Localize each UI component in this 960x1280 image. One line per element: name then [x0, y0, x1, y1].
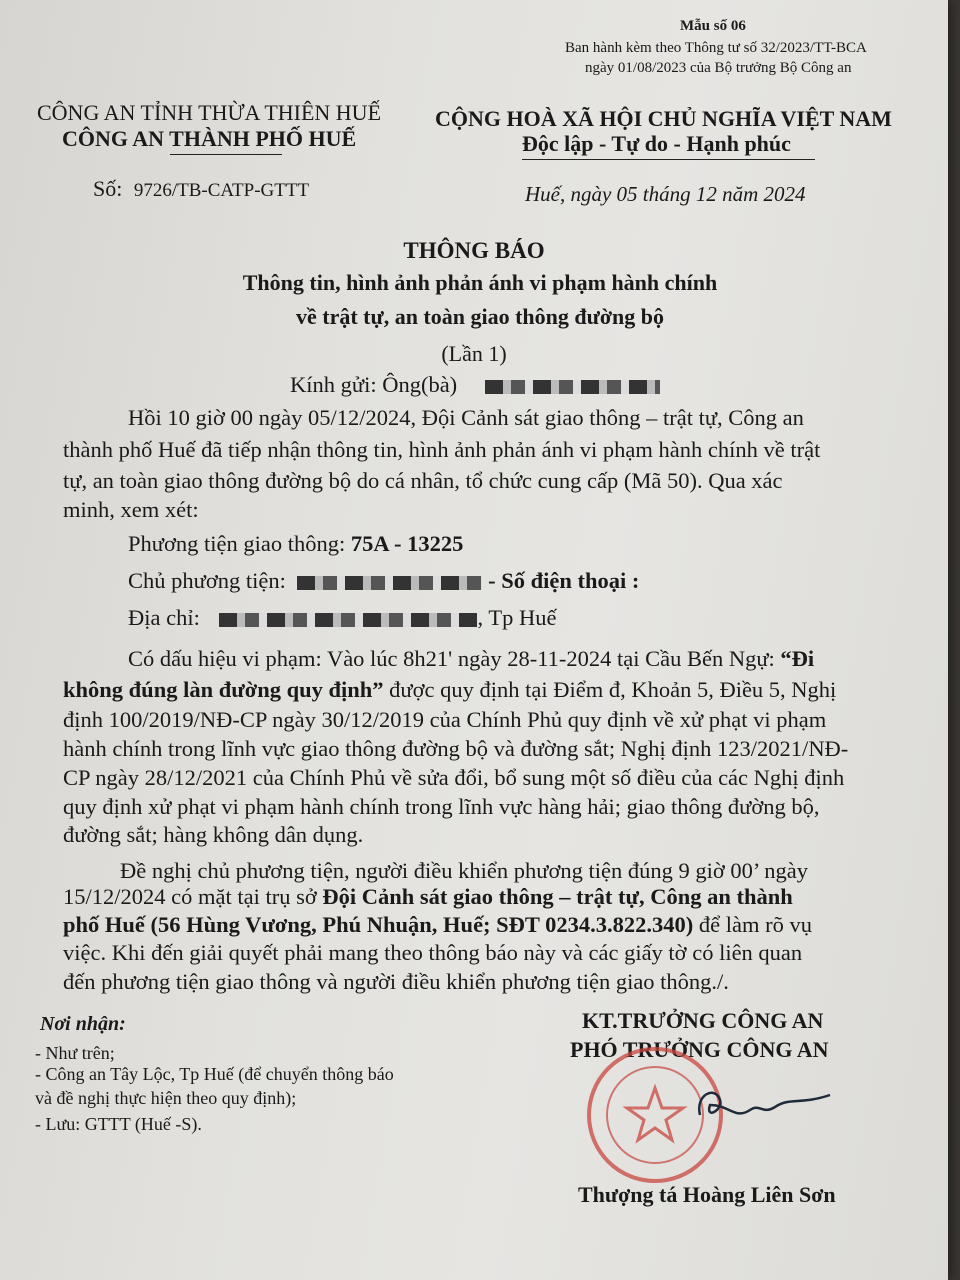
request-line-1: Đề nghị chủ phương tiện, người điều khiển phương tiện đúng 9 giờ 00’ ngày	[120, 858, 809, 883]
vehicle-plate: 75A - 13225	[350, 531, 464, 556]
request-line-3	[63, 912, 812, 938]
violation-text-2b: được quy định tại Điểm đ, Khoản 5, Điều 5, Nghị	[383, 677, 837, 702]
doc-subtitle-2: về trật tự, an toàn giao thông đường bộ	[295, 304, 664, 329]
owner-line	[128, 568, 639, 594]
request-text-2a: 15/12/2024 có mặt tại trụ sở	[63, 884, 323, 909]
issue-date: Huế, ngày 05 tháng 12 năm 2024	[525, 182, 806, 206]
vehicle-line	[128, 531, 463, 557]
motto-underline	[522, 159, 815, 160]
request-text-3b: để làm rõ vụ	[693, 912, 812, 937]
violation-line-2	[63, 677, 836, 703]
request-text-2b: Đội Cảnh sát giao thông – trật tự, Công an thành	[322, 884, 793, 909]
doc-title: THÔNG BÁO	[403, 238, 545, 263]
country-name: CỘNG HOÀ XÃ HỘI CHỦ NGHĨA VIỆT NAM	[435, 106, 892, 131]
signer-name: Thượng tá Hoàng Liên Sơn	[578, 1182, 836, 1207]
motto: Độc lập - Tự do - Hạnh phúc	[522, 131, 791, 156]
request-line-5: đến phương tiện giao thông và người điều khiển phương tiện giao thông./.	[63, 969, 729, 994]
violation-text-2a: không đúng làn đường quy định”	[63, 677, 384, 702]
violation-line-5: CP ngày 28/12/2021 của Chính Phủ về sửa đổi, bổ sung một số điều của các Nghị định	[63, 765, 845, 790]
recipient-1: - Như trên;	[35, 1043, 115, 1063]
doc-number-value: 9726/TB-CATP-GTTT	[133, 180, 310, 201]
violation-line-6: quy định xử phạt vi phạm hành chính trong lĩnh vực hàng hải; giao thông đường bộ,	[63, 794, 820, 819]
intro-line-1: Hồi 10 giờ 00 ngày 05/12/2024, Đội Cảnh sát giao thông – trật tự, Công an	[128, 405, 804, 430]
agency-underline	[170, 154, 282, 155]
violation-text-1b: “Đi	[780, 646, 815, 671]
signature-icon	[690, 1075, 840, 1135]
signer-role-2: PHÓ TRƯỞNG CÔNG AN	[570, 1037, 829, 1062]
violation-line-3: định 100/2019/NĐ-CP ngày 30/12/2019 của Chính Phủ quy định về xử phạt vi phạm	[63, 707, 827, 732]
doc-times: (Lần 1)	[441, 341, 507, 366]
owner-label: Chủ phương tiện:	[128, 568, 286, 593]
address-line	[128, 605, 556, 631]
addressee	[290, 372, 660, 398]
recipient-2a: - Công an Tây Lộc, Tp Huế (để chuyển thông báo	[35, 1064, 394, 1084]
doc-number	[93, 176, 309, 202]
addressee-label: Kính gửi: Ông(bà)	[290, 372, 458, 397]
redacted-owner	[297, 576, 482, 590]
address-label: Địa chỉ:	[128, 605, 200, 630]
violation-line-4: hành chính trong lĩnh vực giao thông đường bộ và đường sắt; Nghị định 123/2021/NĐ-	[63, 736, 849, 761]
form-number: Mẫu số 06	[680, 18, 746, 34]
recipient-3: - Lưu: GTTT (Huế -S).	[35, 1114, 202, 1134]
violation-line-7: đường sắt; hàng không dân dụng.	[63, 822, 364, 847]
form-issued-line1: Ban hành kèm theo Thông tư số 32/2023/TT-BCA	[565, 40, 867, 56]
recipients-heading: Nơi nhận:	[40, 1013, 126, 1035]
request-text-3a: phố Huế (56 Hùng Vương, Phú Nhuận, Huế; SĐT 0234.3.822.340)	[63, 912, 694, 937]
redacted-name	[485, 380, 660, 394]
recipient-2b: và đề nghị thực hiện theo quy định);	[35, 1088, 297, 1108]
phone-label: - Số điện thoại :	[488, 568, 640, 593]
signer-role-1: KT.TRƯỞNG CÔNG AN	[582, 1008, 824, 1033]
intro-line-2: thành phố Huế đã tiếp nhận thông tin, hình ảnh phản ánh vi phạm hành chính về trật	[63, 437, 821, 462]
intro-line-4: minh, xem xét:	[63, 497, 199, 522]
agency-name: CÔNG AN THÀNH PHỐ HUẾ	[62, 126, 357, 151]
violation-line-1	[128, 646, 814, 672]
doc-subtitle-1: Thông tin, hình ảnh phản ánh vi phạm hành chính	[242, 270, 718, 295]
vehicle-label: Phương tiện giao thông:	[128, 531, 346, 556]
violation-text-1a: Có dấu hiệu vi phạm: Vào lúc 8h21' ngày 28-11-2024 tại Cầu Bến Ngự:	[128, 646, 781, 671]
doc-number-label: Số:	[93, 176, 123, 201]
address-tail: , Tp Huế	[477, 605, 557, 630]
agency-parent: CÔNG AN TỈNH THỪA THIÊN HUẾ	[37, 100, 382, 125]
request-line-4: việc. Khi đến giải quyết phải mang theo thông báo này và các giấy tờ có liên quan	[63, 940, 803, 965]
intro-line-3: tự, an toàn giao thông đường bộ do cá nhân, tổ chức cung cấp (Mã 50). Qua xác	[63, 468, 783, 493]
redacted-address	[219, 613, 477, 627]
request-line-2	[63, 884, 793, 910]
form-issued-line2: ngày 01/08/2023 của Bộ trưởng Bộ Công an	[585, 60, 852, 76]
